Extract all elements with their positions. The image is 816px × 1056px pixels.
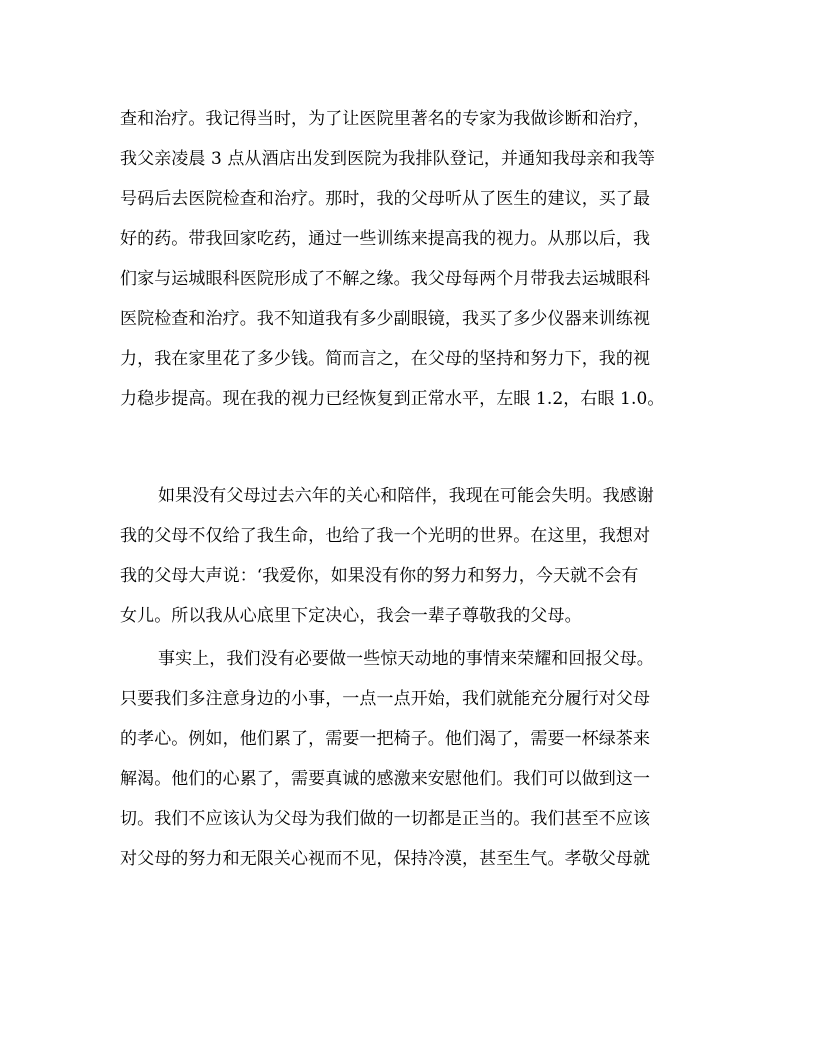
- paragraph-1-line-1: 查和治疗。我记得当时，为了让医院里著名的专家为我做诊断和治疗，: [120, 109, 651, 129]
- paragraph-2-line-2: 我的父母不仅给了我生命，也给了我一个光明的世界。在这里，我想对: [120, 526, 651, 546]
- paragraph-3-line-6: 对父母的努力和无限关心视而不见，保持冷漠，甚至生气。孝敬父母就: [120, 849, 651, 869]
- paragraph-1-line-8: 力稳步提高。现在我的视力已经恢复到正常水平，左眼 1.2，右眼 1.0。: [120, 389, 665, 409]
- paragraph-3-line-4: 解渴。他们的心累了，需要真诚的感激来安慰他们。我们可以做到这一: [120, 769, 651, 789]
- paragraph-1-line-6: 医院检查和治疗。我不知道我有多少副眼镜，我买了多少仪器来训练视: [120, 309, 651, 329]
- paragraph-2-line-4: 女儿。所以我从心底里下定决心，我会一辈子尊敬我的父母。: [120, 606, 582, 626]
- paragraph-1-line-3: 号码后去医院检查和治疗。那时，我的父母听从了医生的建议，买了最: [120, 189, 651, 209]
- paragraph-2-line-1: 如果没有父母过去六年的关心和陪伴，我现在可能会失明。我感谢: [158, 486, 654, 506]
- paragraph-1-line-4: 好的药。带我回家吃药，通过一些训练来提高我的视力。从那以后，我: [120, 229, 651, 249]
- paragraph-1-line-7: 力，我在家里花了多少钱。简而言之，在父母的坚持和努力下，我的视: [120, 349, 651, 369]
- paragraph-1-line-5: 们家与运城眼科医院形成了不解之缘。我父母每两个月带我去运城眼科: [120, 269, 651, 289]
- paragraph-3-line-1: 事实上，我们没有必要做一些惊天动地的事情来荣耀和回报父母。: [158, 649, 654, 669]
- paragraph-3-line-3: 的孝心。例如，他们累了，需要一把椅子。他们渴了，需要一杯绿茶来: [120, 729, 651, 749]
- paragraph-3-line-5: 切。我们不应该认为父母为我们做的一切都是正当的。我们甚至不应该: [120, 809, 651, 829]
- paragraph-3-line-2: 只要我们多注意身边的小事，一点一点开始，我们就能充分履行对父母: [120, 689, 651, 709]
- paragraph-2-line-3: 我的父母大声说：‘我爱你，如果没有你的努力和努力，今天就不会有: [120, 566, 639, 586]
- paragraph-1-line-2: 我父亲凌晨 3 点从酒店出发到医院为我排队登记，并通知我母亲和我等: [120, 149, 655, 169]
